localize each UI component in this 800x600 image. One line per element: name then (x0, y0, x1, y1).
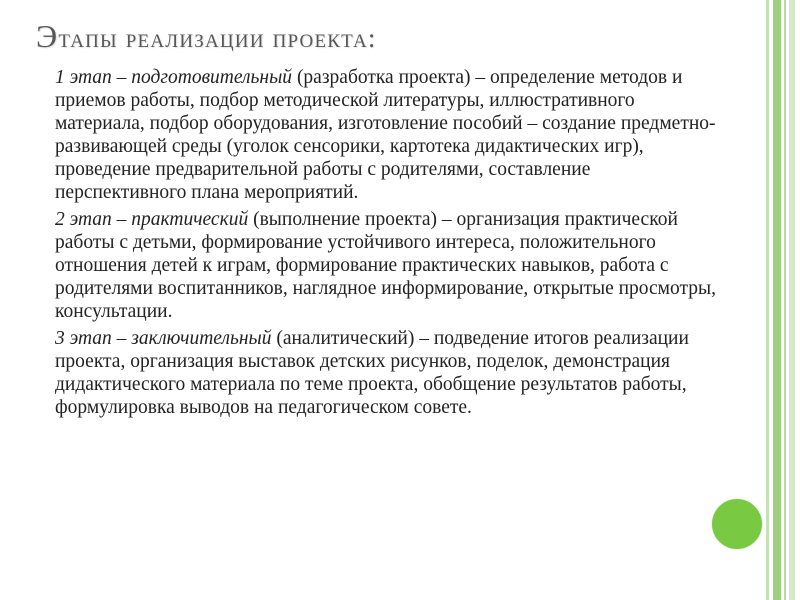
stage-item-1 (30, 66, 720, 204)
green-circle-decoration (712, 499, 762, 549)
decorative-stripe (773, 0, 781, 600)
decorative-stripe (784, 0, 786, 600)
stage-item-3 (30, 327, 720, 419)
title-rest: тапы реализации проекта: (58, 23, 377, 53)
stage-item-2 (30, 208, 720, 323)
stage-3-heading: 3 этап – заключительный (55, 328, 272, 349)
stage-list (30, 66, 720, 423)
decorative-stripe (766, 0, 769, 600)
slide-title (36, 18, 377, 55)
title-first-letter: Э (36, 18, 59, 54)
stage-2-text: (выполнение проекта) – организация практической работы с детьми, формирование устойчивого интереса, положительного отношения детей к играм, формирование практических навыков, работа с родителями воспитанников, наглядное информирование, открытые просмотры, консультации. (55, 209, 717, 322)
stage-1-heading: 1 этап – подготовительный (55, 67, 293, 88)
stage-1-text: (разработка проекта) – определение методов и приемов работы, подбор методической литературы, иллюстративного материала, подбор оборудования, изготовление пособий – создание предметно-развивающей среды (уголок сенсорики, картотека дидактических игр), проведение предварительной работы с родителями, составление перспективного плана мероприятий. (55, 67, 716, 203)
stage-2-heading: 2 этап – практический (55, 209, 249, 230)
decorative-stripe (789, 0, 795, 600)
stage-3-text: (аналитический) – подведение итогов реализации проекта, организация выставок детских рисунков, поделок, демонстрация дидактического материала по теме проекта, обобщение результатов работы, формулировка выводов на педагогическом совете. (55, 328, 689, 418)
